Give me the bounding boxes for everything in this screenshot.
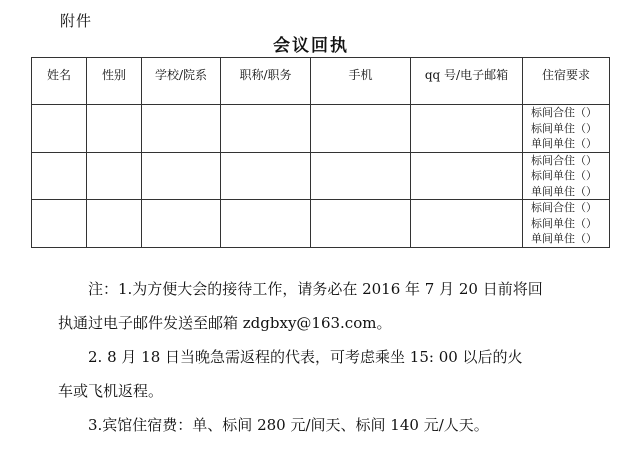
- cell-phone[interactable]: [311, 200, 411, 248]
- cell-title[interactable]: [221, 152, 311, 200]
- column-header-contact: qq 号/电子邮箱: [411, 58, 523, 105]
- cell-school[interactable]: [142, 200, 221, 248]
- cell-name[interactable]: [32, 152, 87, 200]
- lodging-option-single-standard[interactable]: 标间单住（ ）: [531, 121, 597, 135]
- receipt-table: [31, 57, 610, 248]
- table-header-row: [32, 58, 610, 105]
- cell-lodging: [523, 152, 610, 200]
- table-row: [32, 105, 610, 153]
- lodging-option-single-standard[interactable]: 标间单住（ ）: [531, 216, 597, 230]
- note-line: 车或飞机返程。: [58, 382, 164, 400]
- cell-phone[interactable]: [311, 105, 411, 153]
- cell-school[interactable]: [142, 105, 221, 153]
- cell-contact[interactable]: [411, 105, 523, 153]
- column-header-lodging: 住宿要求: [523, 58, 610, 105]
- table-row: [32, 200, 610, 248]
- cell-name[interactable]: [32, 200, 87, 248]
- column-header-school: 学校/院系: [142, 58, 221, 105]
- cell-title[interactable]: [221, 200, 311, 248]
- column-header-name: 姓名: [32, 58, 87, 105]
- table-row: [32, 152, 610, 200]
- note-line: 执通过电子邮件发送至邮箱 zdgbxy@163.com。: [58, 314, 392, 332]
- notes-section: [58, 272, 588, 442]
- lodging-option-single-standard[interactable]: 标间单住（ ）: [531, 169, 597, 182]
- lodging-option-shared-standard[interactable]: 标间合住（ ）: [531, 153, 597, 167]
- column-header-gender: 性别: [87, 58, 142, 105]
- column-header-phone: 手机: [311, 58, 411, 105]
- lodging-option-single-room[interactable]: 单间单住（ ）: [531, 137, 597, 150]
- note-line: 3.宾馆住宿费：单、标间 280 元/间天、标间 140 元/人天。: [88, 416, 489, 434]
- cell-lodging: [523, 105, 610, 153]
- lodging-option-shared-standard[interactable]: 标间合住（ ）: [531, 106, 597, 119]
- page-title: 会议回执: [273, 36, 349, 56]
- cell-gender[interactable]: [87, 200, 142, 248]
- attachment-label: 附件: [60, 12, 93, 30]
- cell-gender[interactable]: [87, 105, 142, 153]
- lodging-option-single-room[interactable]: 单间单住（ ）: [531, 232, 597, 245]
- note-line: 2. 8 月 18 日当晚急需返程的代表，可考虑乘坐 15: 00 以后的火: [88, 348, 523, 366]
- cell-gender[interactable]: [87, 152, 142, 200]
- cell-contact[interactable]: [411, 200, 523, 248]
- lodging-option-single-room[interactable]: 单间单住（ ）: [531, 184, 597, 198]
- cell-contact[interactable]: [411, 152, 523, 200]
- cell-name[interactable]: [32, 105, 87, 153]
- cell-title[interactable]: [221, 105, 311, 153]
- cell-phone[interactable]: [311, 152, 411, 200]
- note-line: 注：1.为方便大会的接待工作，请务必在 2016 年 7 月 20 日前将回: [88, 280, 543, 298]
- cell-lodging: [523, 200, 610, 248]
- lodging-option-shared-standard[interactable]: 标间合住（ ）: [531, 201, 597, 214]
- cell-school[interactable]: [142, 152, 221, 200]
- column-header-title: 职称/职务: [221, 58, 311, 105]
